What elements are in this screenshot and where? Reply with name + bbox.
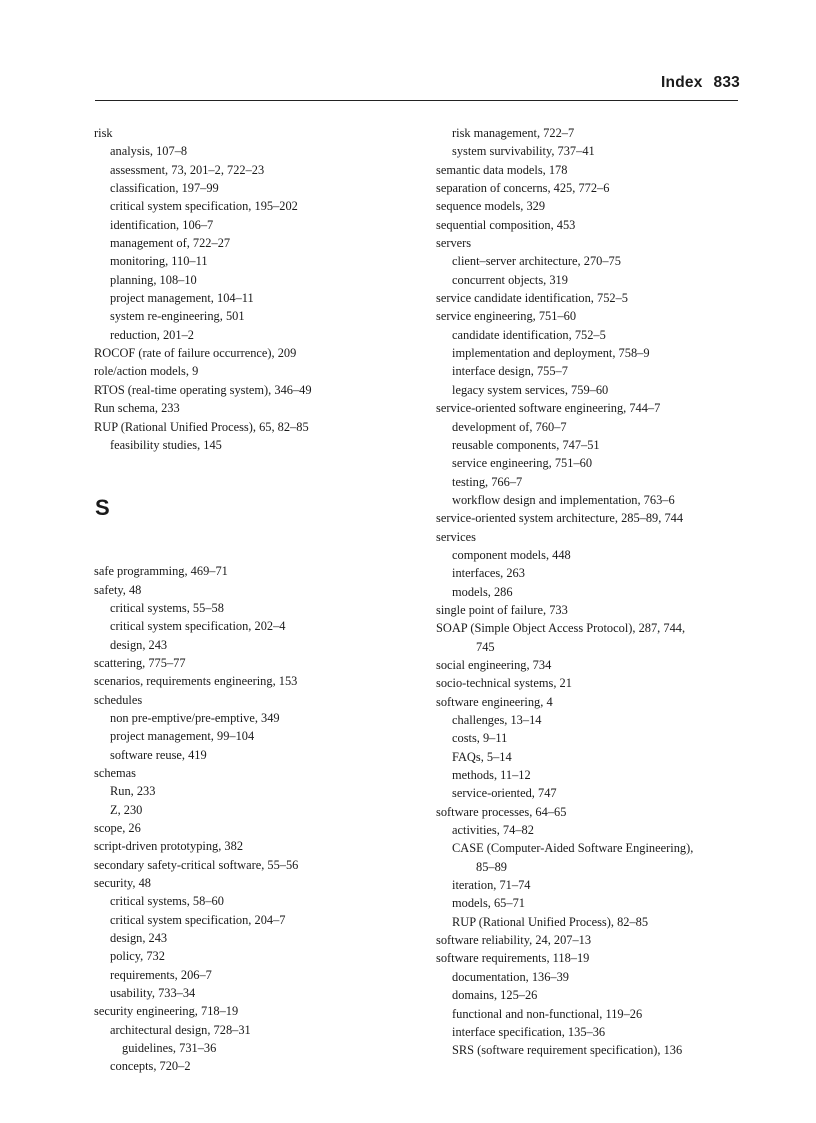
index-entry: single point of failure, 733 — [436, 602, 568, 617]
index-subentry: reusable components, 747–51 — [452, 437, 600, 452]
index-entry: SOAP (Simple Object Access Protocol), 287, 744, — [436, 621, 686, 636]
index-entry: services — [436, 529, 476, 544]
index-block-r — [94, 124, 414, 454]
index-subentry: concepts, 720–2 — [110, 1059, 191, 1074]
index-entry: social engineering, 734 — [436, 657, 552, 672]
index-subentry: service-oriented, 747 — [452, 786, 557, 801]
index-entry: risk — [94, 126, 113, 140]
index-entry: scattering, 775–77 — [94, 655, 186, 670]
index-subentry: workflow design and implementation, 763–6 — [452, 492, 675, 507]
index-entry: software requirements, 118–19 — [436, 951, 590, 966]
index-column-right — [436, 124, 756, 1060]
index-subentry: service engineering, 751–60 — [452, 456, 593, 471]
index-entry: service candidate identification, 752–5 — [436, 291, 628, 306]
index-subentry: implementation and deployment, 758–9 — [452, 346, 650, 361]
page-header — [661, 74, 740, 92]
header-rule — [95, 100, 738, 101]
index-entry: RUP (Rational Unified Process), 65, 82–85 — [94, 419, 309, 434]
index-subentry: FAQs, 5–14 — [452, 749, 512, 764]
index-subentry: assessment, 73, 201–2, 722–23 — [110, 162, 265, 177]
index-subentry: classification, 197–99 — [110, 181, 219, 196]
index-subentry: critical systems, 55–58 — [110, 600, 224, 615]
index-subentry: management of, 722–27 — [110, 236, 231, 251]
header-title: Index — [661, 74, 703, 91]
index-entry: sequence models, 329 — [436, 199, 546, 214]
index-subentry: monitoring, 110–11 — [110, 254, 208, 269]
index-entry: Run schema, 233 — [94, 401, 180, 416]
index-entry: separation of concerns, 425, 772–6 — [436, 181, 610, 196]
index-subentry: architectural design, 728–31 — [110, 1022, 251, 1037]
index-subentry: project management, 99–104 — [110, 729, 255, 744]
index-subentry: iteration, 71–74 — [452, 878, 531, 893]
index-subentry: reduction, 201–2 — [110, 327, 194, 342]
index-subentry: guidelines, 731–36 — [122, 1041, 217, 1056]
index-subentry: Z, 230 — [110, 802, 143, 817]
index-subentry: RUP (Rational Unified Process), 82–85 — [452, 914, 649, 929]
index-subentry: analysis, 107–8 — [110, 144, 188, 159]
index-subentry: critical system specification, 195–202 — [110, 199, 298, 214]
index-subentry: concurrent objects, 319 — [452, 272, 568, 287]
index-subentry: component models, 448 — [452, 547, 571, 562]
index-column-left — [94, 124, 414, 1076]
index-entry: ROCOF (rate of failure occurrence), 209 — [94, 346, 297, 361]
index-block-s — [94, 562, 414, 1076]
index-entry: script-driven prototyping, 382 — [94, 839, 244, 854]
index-entry: RTOS (real-time operating system), 346–49 — [94, 382, 312, 397]
index-subentry: policy, 732 — [110, 949, 165, 964]
index-subentry: system survivability, 737–41 — [452, 144, 595, 159]
index-entry: safety, 48 — [94, 582, 142, 597]
index-entry: secondary safety-critical software, 55–56 — [94, 857, 299, 872]
index-subentry: design, 243 — [110, 931, 168, 946]
index-entry-continuation: 745 — [476, 639, 495, 654]
index-subentry: costs, 9–11 — [452, 731, 508, 746]
index-subentry: functional and non-functional, 119–26 — [452, 1006, 643, 1021]
index-subentry: critical system specification, 204–7 — [110, 912, 286, 927]
index-subentry: models, 65–71 — [452, 896, 525, 911]
index-entry: service-oriented system architecture, 285–89, 744 — [436, 511, 684, 526]
index-subentry: critical system specification, 202–4 — [110, 619, 286, 634]
index-entry: software processes, 64–65 — [436, 804, 567, 819]
index-entry: sequential composition, 453 — [436, 217, 576, 232]
index-entry: security, 48 — [94, 876, 152, 891]
index-entry: semantic data models, 178 — [436, 162, 568, 177]
index-subentry: requirements, 206–7 — [110, 967, 212, 982]
index-entry: schemas — [94, 765, 136, 780]
index-subentry: identification, 106–7 — [110, 217, 214, 232]
index-entry: servers — [436, 236, 472, 251]
index-entry-continuation: 85–89 — [476, 859, 507, 874]
index-entry: scenarios, requirements engineering, 153 — [94, 674, 298, 689]
index-subentry: SRS (software requirement specification), 136 — [452, 1043, 683, 1058]
index-subentry: usability, 733–34 — [110, 986, 196, 1001]
index-subentry: risk management, 722–7 — [452, 126, 575, 140]
index-subentry: methods, 11–12 — [452, 768, 531, 783]
index-subentry: challenges, 13–14 — [452, 713, 542, 727]
index-subentry: testing, 766–7 — [452, 474, 523, 489]
section-letter-s: S — [95, 495, 110, 521]
index-subentry: project management, 104–11 — [110, 291, 254, 306]
index-entry: safe programming, 469–71 — [94, 564, 228, 579]
index-subentry: activities, 74–82 — [452, 823, 534, 838]
index-subentry: non pre-emptive/pre-emptive, 349 — [110, 710, 280, 725]
index-entry: socio-technical systems, 21 — [436, 676, 572, 691]
index-subentry: planning, 108–10 — [110, 272, 197, 287]
index-entry: service engineering, 751–60 — [436, 309, 577, 324]
index-entry: role/action models, 9 — [94, 364, 199, 379]
index-entry: software engineering, 4 — [436, 694, 553, 709]
index-subentry: critical systems, 58–60 — [110, 894, 224, 909]
index-subentry: legacy system services, 759–60 — [452, 382, 609, 397]
index-subentry: feasibility studies, 145 — [110, 437, 222, 452]
index-subentry: design, 243 — [110, 637, 168, 652]
index-subentry: documentation, 136–39 — [452, 969, 570, 984]
index-subentry: CASE (Computer-Aided Software Engineering), — [452, 841, 694, 856]
index-subentry: system re-engineering, 501 — [110, 309, 245, 324]
index-entry: service-oriented software engineering, 744–7 — [436, 401, 661, 416]
index-entry: software reliability, 24, 207–13 — [436, 933, 592, 948]
index-entry: schedules — [94, 692, 143, 707]
index-subentry: software reuse, 419 — [110, 747, 207, 762]
index-entry: security engineering, 718–19 — [94, 1004, 239, 1019]
index-subentry: candidate identification, 752–5 — [452, 327, 606, 342]
index-subentry: development of, 760–7 — [452, 419, 567, 434]
index-subentry: domains, 125–26 — [452, 988, 538, 1003]
index-subentry: interfaces, 263 — [452, 566, 525, 581]
page-number: 833 — [713, 74, 740, 91]
index-subentry: interface design, 755–7 — [452, 364, 568, 379]
index-subentry: Run, 233 — [110, 784, 156, 799]
index-subentry: client–server architecture, 270–75 — [452, 254, 621, 269]
index-entry: scope, 26 — [94, 821, 141, 835]
index-subentry: interface specification, 135–36 — [452, 1024, 606, 1039]
index-subentry: models, 286 — [452, 584, 513, 599]
